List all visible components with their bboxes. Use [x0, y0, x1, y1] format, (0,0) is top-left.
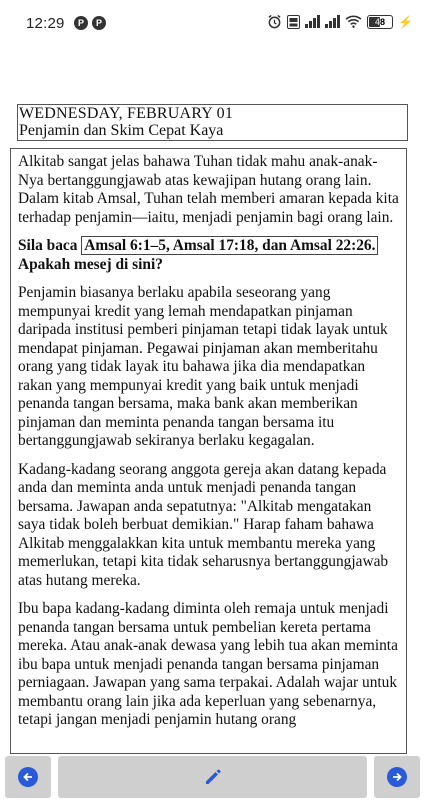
volte-icon [287, 15, 300, 29]
battery-level: 48 [375, 16, 386, 27]
edit-notes-button[interactable] [58, 756, 367, 798]
pencil-icon [203, 767, 223, 787]
app-notification-icon: P [92, 16, 106, 30]
previous-day-button[interactable] [5, 756, 51, 798]
verse-link[interactable]: Amsal 6:1–5, Amsal 17:18, dan Amsal 22:26. [81, 236, 378, 255]
cell-signal-icon [305, 15, 320, 28]
status-notification-icons [74, 16, 106, 30]
next-day-button[interactable] [374, 756, 420, 798]
body-paragraph: Penjamin biasanya berlaku apabila seseorang yang mempunyai kredit yang lemah mendapatkan pinjaman daripada institusi pemberi pinjaman tetapi tidak layak untuk mendapat pinjaman. Pegawai pinjaman akan memberitahu orang yang tidak layak itu bahawa jika dia mendapatkan rakan yang mempunyai kredit yang baik untuk menjadi penanda tangan bersama, maka bank akan memberikan pinjaman dan meminta penanda tangan bersama itu bertanggungjawab sekiranya berlaku kegagalan. [18, 284, 388, 449]
study-question [18, 237, 400, 274]
arrow-right-icon [387, 767, 407, 787]
bottom-navigation [0, 754, 425, 800]
status-right-icons [267, 14, 413, 29]
status-bar [0, 0, 425, 50]
wifi-icon [345, 15, 362, 28]
lesson-content[interactable] [10, 148, 407, 754]
lesson-header [17, 104, 408, 141]
body-paragraph: Ibu bapa kadang-kadang diminta oleh remaja untuk menjadi penanda tangan bersama untuk pembelian kereta pertama mereka. Atau anak-anak dewasa yang lebih tua akan meminta ibu bapa untuk menjadi penanda tangan bersama pinjaman perniagaan. Jawapan yang sama terpakai. Adalah wajar untuk membantu orang lain jika ada keperluan yang sebenarnya, tetapi jangan menjadi penjamin hutang orang [18, 600, 398, 728]
lesson-date: WEDNESDAY, FEBRUARY 01 [19, 105, 234, 122]
lesson-title: Penjamin dan Skim Cepat Kaya [19, 122, 224, 139]
arrow-left-icon [18, 767, 38, 787]
app-notification-icon: P [74, 16, 88, 30]
question-text: Apakah mesej di sini? [18, 255, 163, 273]
battery-icon [367, 15, 393, 29]
alarm-icon [267, 14, 282, 29]
body-paragraph: Kadang-kadang seorang anggota gereja akan datang kepada anda dan meminta anda untuk menjadi penanda tangan bersama. Jawapan anda sepatutnya: "Alkitab mengatakan saya tidak boleh berbuat demikian." Harap faham bahawa Alkitab menggalakkan kita untuk membantu mereka yang memerlukan, tetapi kita tidak seharusnya bertanggungjawab atas hutang mereka. [18, 460, 389, 589]
cell-signal-icon [325, 15, 340, 28]
status-time: 12:29 [26, 15, 65, 32]
question-prefix: Sila baca [18, 237, 78, 254]
intro-paragraph: Alkitab sangat jelas bahawa Tuhan tidak mahu anak-anak-Nya bertanggungjawab atas kewajipan hutang orang lain. Dalam kitab Amsal, Tuhan telah memberi amaran kepada kita terhadap penjamin—iaitu, menjadi penjamin bagi orang lain. [18, 153, 399, 226]
charging-icon: ⚡ [398, 14, 413, 29]
